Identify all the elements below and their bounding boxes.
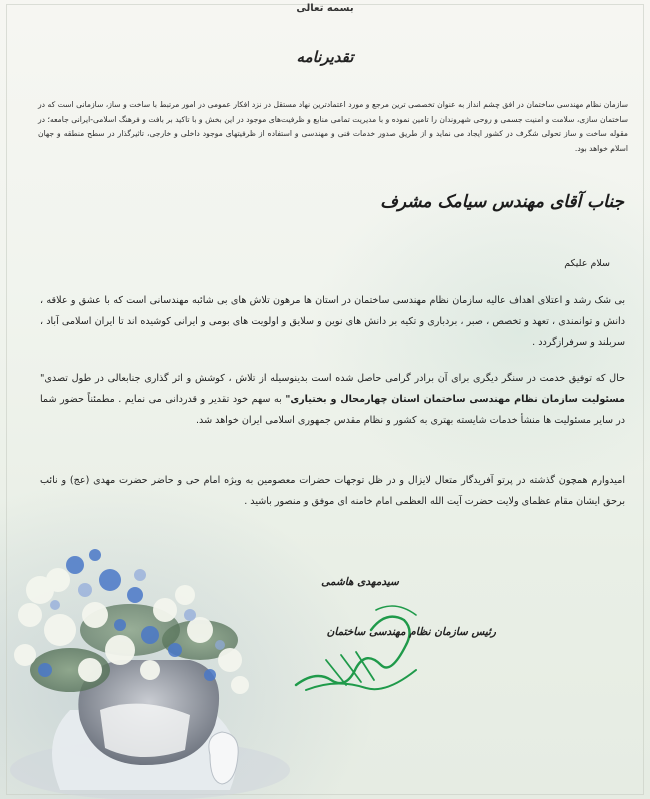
paragraph-2-start: حال که توفیق خدمت در سنگر دیگری برای آن برادر گرامی حاصل شده است بدینوسیله از تلاش ، کوشش و اثر گذاری جنابعالی در طول تصدی"	[40, 373, 625, 384]
intro-paragraph: سازمان نظام مهندسی ساختمان در افق چشم انداز به عنوان تخصصی ترین مرجع و مورد اعتمادترین نهاد مستقل در نزد افکار عمومی در امور مرتبط با ساخت و ساز، سازمانی است که در ساختمان سازی، سلامت و امنیت جسمی و روحی شهروندان را تامین نموده و با مدیریت تمامی منابع و ظرفیت‌های موجود در این بخش و با تاکید بر بافت و فرهنگ اسلامی-ایرانی جامعه؛ در مقوله ساخت و ساز تحولی شگرف در کشور ایجاد می نماید و از طریق صدور خدمات فنی و مهندسی و استفاده از ظرفیتهای موجود داخلی و خارجی، تاثیرگذار در سطح منطقه و جهان اسلام خواهد بود.	[38, 100, 628, 153]
body-paragraph-1: بی شک رشد و اعتلای اهداف عالیه سازمان نظام مهندسی ساختمان در استان ها مرهون تلاش های بی شائبه مهندسانی است که با عشق و علاقه ، دانش و توانمندی ، تعهد و تخصص ، صبر ، بردباری و تکیه بر دانش های نوین و سلایق و اولویت های بومی و ایرانی کوشیده اند تا ایران اسلامی آباد ، سربلند و سرفرازگردد .	[40, 295, 625, 348]
certificate-title: تقدیرنامه	[296, 48, 354, 66]
recipient-name: جناب آقای مهندس سیامک مشرف	[380, 192, 624, 212]
bismillah-heading: بسمه تعالی	[296, 3, 354, 14]
body-paragraph-2	[40, 368, 625, 431]
signer-title: رئیس سازمان نظام مهندسی ساختمان	[326, 626, 496, 638]
greeting-text: سلام علیکم	[564, 258, 610, 269]
body-paragraph-3: امیدوارم همچون گذشته در پرتو آفریدگار متعال لایزال و در ظل توجهات حضرات معصومین به ویژه امام حی و حاضر حضرت مهدی (عج) و نائب برحق ایشان مقام عظمای ولایت حضرت آیت الله العظمی امام خامنه ای موفق و منصور باشید .	[40, 475, 625, 507]
paragraph-2-position-title: مسئولیت سازمان نظام مهندسی ساختمان استان چهارمحال و بختیاری"	[285, 394, 625, 405]
signature-mark	[286, 590, 426, 700]
flower-bouquet-illustration	[0, 520, 290, 799]
signer-name: سیدمهدی هاشمی	[321, 576, 399, 588]
paragraph-2-end: به سهم خود تقدیر و قدردانی می نمایم . مطمئناً حضور شما در سایر مسئولیت ها منشأ خدمات شایسته بهتری به کشور و نظام مقدس جمهوری اسلامی ایران خواهد شد.	[40, 394, 625, 426]
